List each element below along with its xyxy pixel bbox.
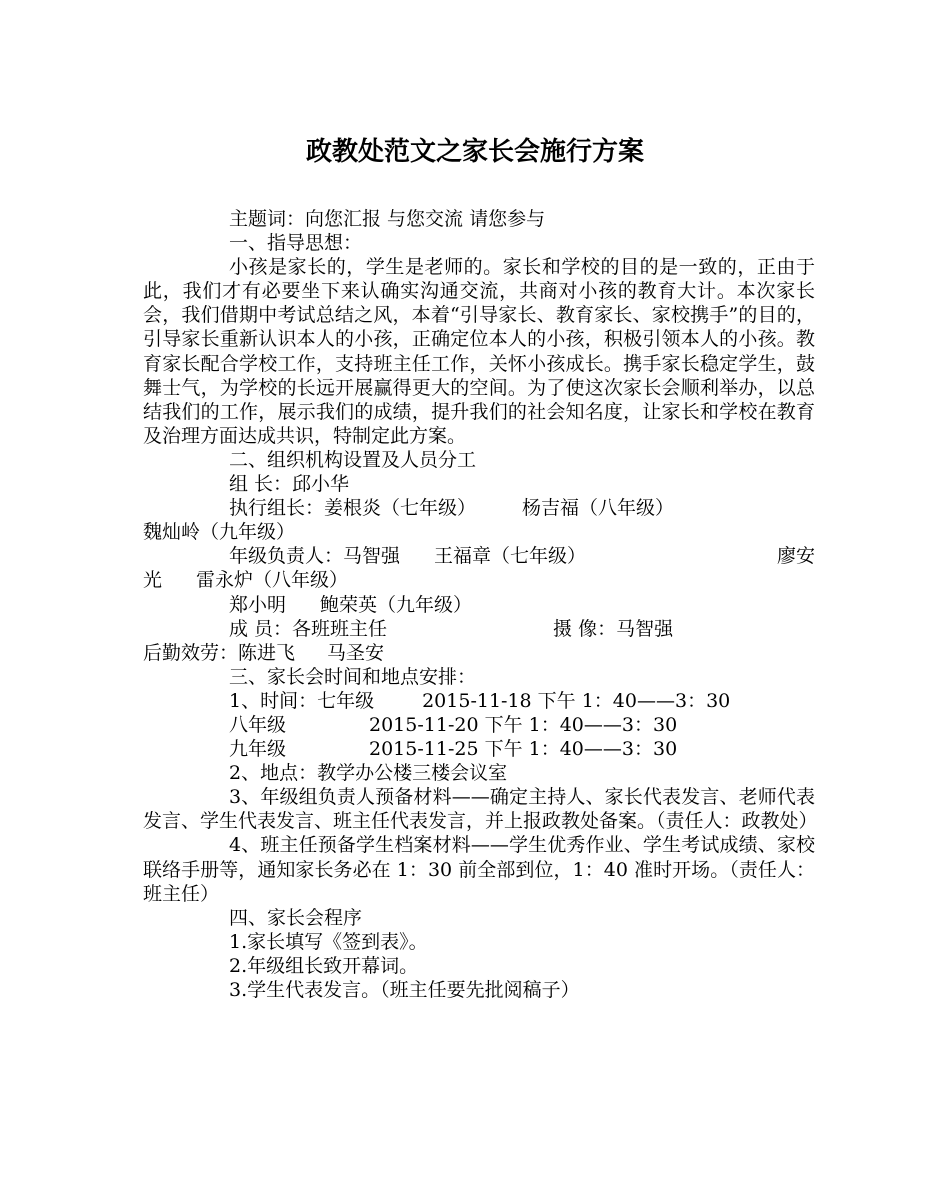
exec-leader-second: 杨吉福（八年级） [522,497,675,520]
grade-lead-sixth: 鲍荣英（九年级） [320,593,473,616]
exec-leader-label: 执行组长：姜根炎（七年级） [229,497,477,520]
time-g7: 2015-11-18 下午 1：40——3：30 [422,689,731,712]
logistics-label: 后勤效劳：陈进飞 [143,641,296,664]
place-line: 2、地点：教学办公楼三楼会议室 [229,762,508,785]
exec-leader-line [143,496,815,520]
g8-label: 八年级 [229,713,287,736]
grade-lead-third-a: 廖安 [776,545,815,568]
document-title: 政教处范文之家长会施行方案 [305,137,644,167]
leader-line: 组 长：邱小华 [229,473,350,496]
section-heading-1: 一、指导思想： [229,232,363,255]
guiding-paragraph: 小孩是家长的，学生是老师的。家长和学校的目的是一致的，正由于此，我们才有必要坐下来认确实沟通交流，共商对小孩的教育大计。本次家长会，我们借期中考试总结之风，本着“引导家长、教育家长、家校携手”的目的，引导家长重新认识本人的小孩，正确定位本人的小孩，积极引领本人的小孩。教育家长配合学校工作，支持班主任工作，关怀小孩成长。携手家长稳定学生，鼓舞士气，为学校的长远开展赢得更大的空间。为了使这次家长会顺利举办，以总结我们的工作，展示我们的成绩，提升我们的社会知名度，让家长和学校在教育及治理方面达成共识，特制定此方案。 [143,256,815,447]
grade-lead-fourth: 雷永炉（八年级） [196,569,349,592]
procedure-step: 3.学生代表发言。（班主任要先批阅稿子） [229,979,580,1001]
grade-lead-fifth: 郑小明 [229,593,287,616]
time-line-g7 [143,689,815,713]
members-line [143,617,815,641]
time-line-g9 [143,737,815,761]
procedure-step: 1.家长填写《签到表》。 [229,930,428,953]
section-heading-4: 四、家长会程序 [229,906,363,929]
time-g9: 2015-11-25 下午 1：40——3：30 [369,738,678,761]
document-body [143,207,818,1002]
logistics-second: 马圣安 [327,641,385,664]
logistics-line [143,641,815,665]
grade-lead-third-b: 光 [143,569,163,592]
grade-lead-line-2 [143,568,815,592]
g9-label: 九年级 [229,738,287,761]
exec-leader-third: 魏灿岭（九年级） [143,521,296,544]
time-label: 1、时间：七年级 [229,689,375,712]
section-heading-2: 二、组织机构设置及人员分工 [229,448,477,471]
grade-lead-line [143,544,815,568]
grade-lead-label: 年级负责人：马智强 [229,545,401,568]
section-heading-3: 三、家长会时间和地点安排： [229,665,477,688]
item-4-paragraph: 4、班主任预备学生档案材料——学生优秀作业、学生考试成绩、家校联络手册等，通知家长务必在 1：30 前全部到位，1：40 准时开场。（责任人：班主任） [143,834,815,905]
time-line-g8 [143,713,815,737]
grade-lead-second: 王福章（七年级） [434,545,587,568]
theme-line: 主题词：向您汇报 与您交流 请您参与 [229,208,546,230]
grade-lead-line-3 [143,593,815,617]
members-text: 成 员：各班班主任 [229,617,388,640]
camera-text: 摄 像：马智强 [553,617,674,640]
procedure-step: 2.年级组长致开幕词。 [229,954,419,977]
time-g8: 2015-11-20 下午 1：40——3：30 [369,713,678,736]
item-3-paragraph: 3、年级组负责人预备材料——确定主持人、家长代表发言、老师代表发言、学生代表发言、班主任代表发言，并上报政教处备案。（责任人：政教处） [143,786,818,833]
